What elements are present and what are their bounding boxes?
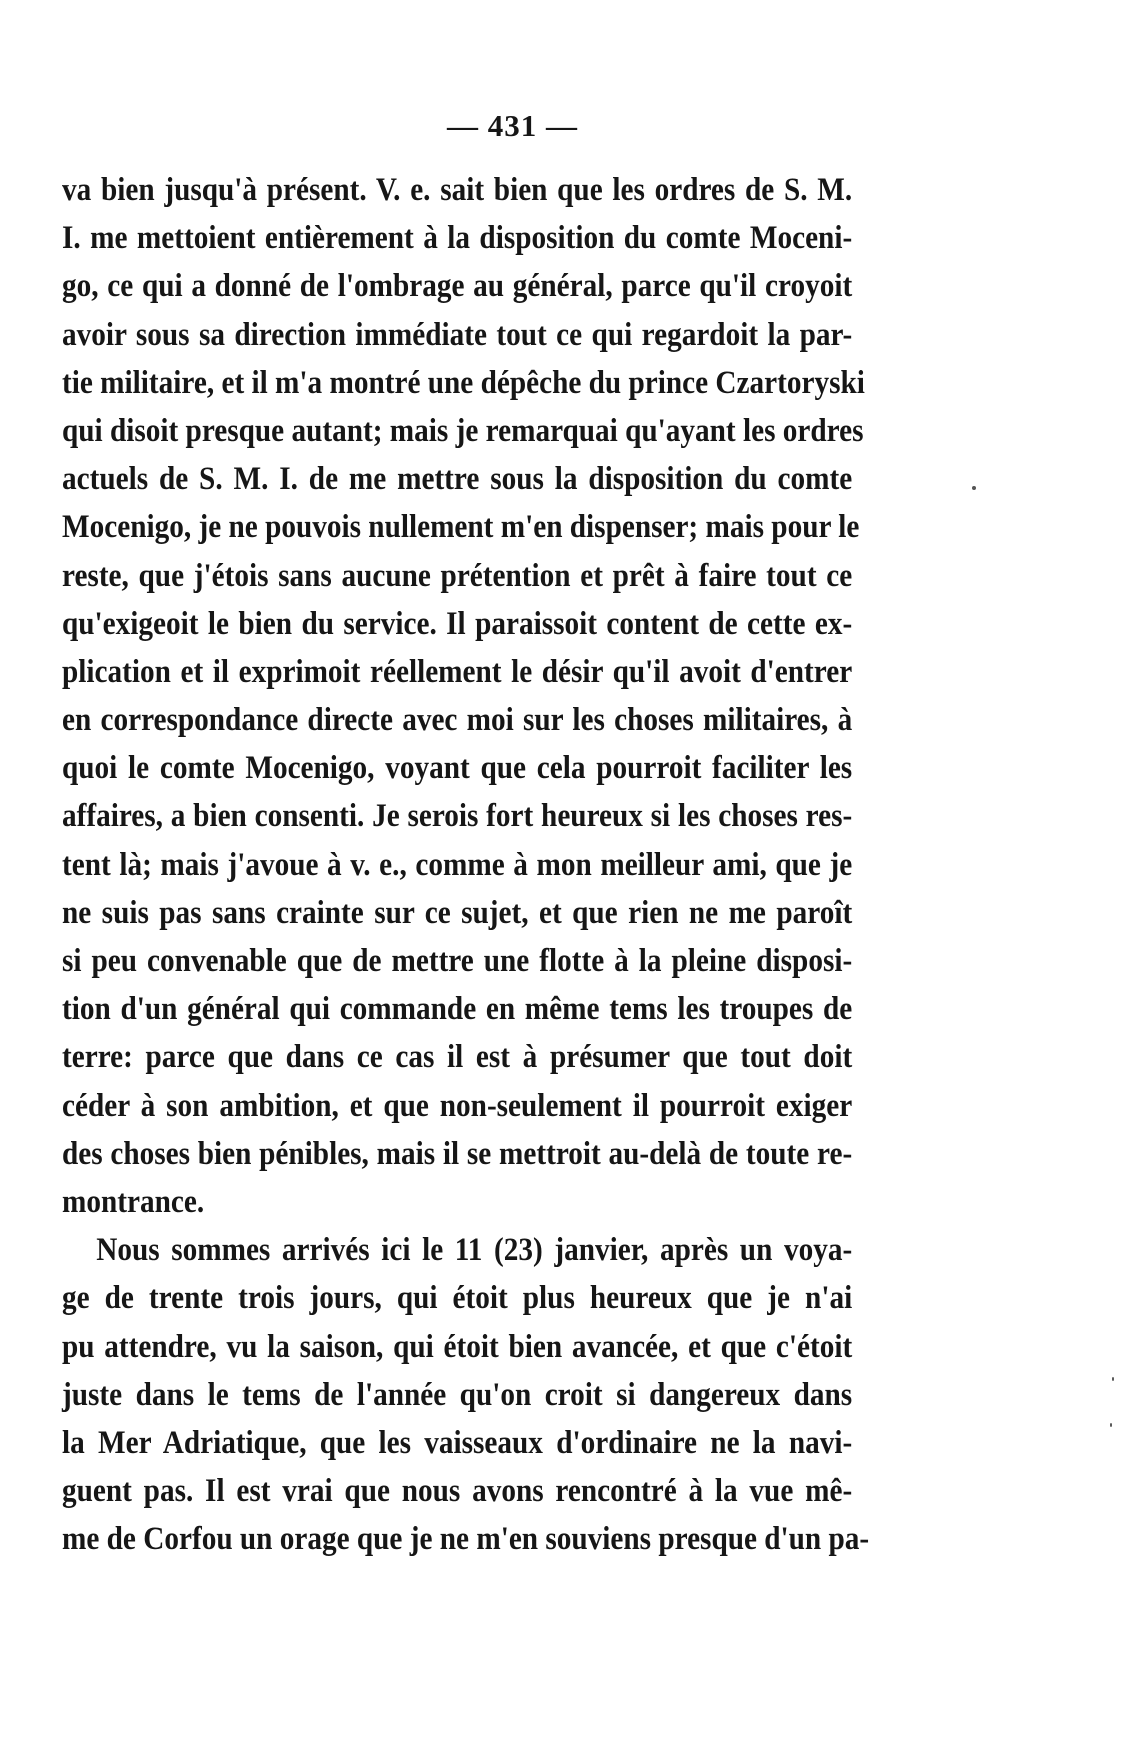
text-line: terre: parce que dans ce cas il est à présumer que tout doit xyxy=(62,1039,853,1076)
text-line: Nous sommes arrivés ici le 11 (23) janvier, après un voya- xyxy=(96,1232,853,1269)
page-number: — 431 — xyxy=(447,108,578,143)
text-line: go, ce qui a donné de l'ombrage au général, parce qu'il croyoit xyxy=(62,268,853,305)
text-line: qui disoit presque autant; mais je remarquai qu'ayant les ordres xyxy=(62,412,864,449)
text-line: ne suis pas sans crainte sur ce sujet, et que rien ne me paroît xyxy=(62,894,853,931)
text-line: la Mer Adriatique, que les vaisseaux d'ordinaire ne la navi- xyxy=(62,1424,853,1461)
margin-speck xyxy=(1110,1423,1112,1427)
text-line: Mocenigo, je ne pouvois nullement m'en dispenser; mais pour le xyxy=(62,509,860,546)
text-line: quoi le comte Mocenigo, voyant que cela pourroit faciliter les xyxy=(62,750,853,787)
text-line: actuels de S. M. I. de me mettre sous la disposition du comte xyxy=(62,461,853,498)
text-line: pu attendre, vu la saison, qui étoit bien avancée, et que c'étoit xyxy=(62,1328,853,1365)
text-line: affaires, a bien consenti. Je serois fort heureux si les choses res- xyxy=(62,798,853,835)
text-line: I. me mettoient entièrement à la disposition du comte Moceni- xyxy=(62,220,853,257)
text-line: tie militaire, et il m'a montré une dépêche du prince Czartoryski xyxy=(62,364,865,401)
body-text xyxy=(62,166,870,1563)
text-line: céder à son ambition, et que non-seulement il pourroit exiger xyxy=(62,1087,853,1124)
text-line: juste dans le tems de l'année qu'on croit si dangereux dans xyxy=(62,1376,853,1413)
text-line: si peu convenable que de mettre une flotte à la pleine disposi- xyxy=(62,943,853,979)
text-line: des choses bien pénibles, mais il se mettroit au-delà de toute re- xyxy=(62,1135,853,1172)
text-line: qu'exigeoit le bien du service. Il paraissoit content de cette ex- xyxy=(62,605,853,642)
text-line: en correspondance directe avec moi sur les choses militaires, à xyxy=(62,702,853,739)
text-line: plication et il exprimoit réellement le désir qu'il avoit d'entrer xyxy=(62,653,853,690)
text-line: reste, que j'étois sans aucune prétention et prêt à faire tout ce xyxy=(62,557,853,594)
text-line: guent pas. Il est vrai que nous avons rencontré à la vue mê- xyxy=(62,1473,853,1510)
text-line: tion d'un général qui commande en même tems les troupes de xyxy=(62,991,853,1028)
text-line: avoir sous sa direction immédiate tout ce qui regardoit la par- xyxy=(62,316,853,353)
text-line: me de Corfou un orage que je ne m'en souviens presque d'un pa- xyxy=(62,1521,870,1558)
margin-speck xyxy=(972,486,976,490)
text-line: tent là; mais j'avoue à v. e., comme à mon meilleur ami, que je xyxy=(62,846,853,883)
text-line: montrance. xyxy=(62,1183,205,1220)
margin-speck xyxy=(1112,1377,1114,1381)
text-line: ge de trente trois jours, qui étoit plus heureux que je n'ai xyxy=(62,1280,853,1317)
text-line: va bien jusqu'à présent. V. e. sait bien que les ordres de S. M. xyxy=(62,172,853,208)
